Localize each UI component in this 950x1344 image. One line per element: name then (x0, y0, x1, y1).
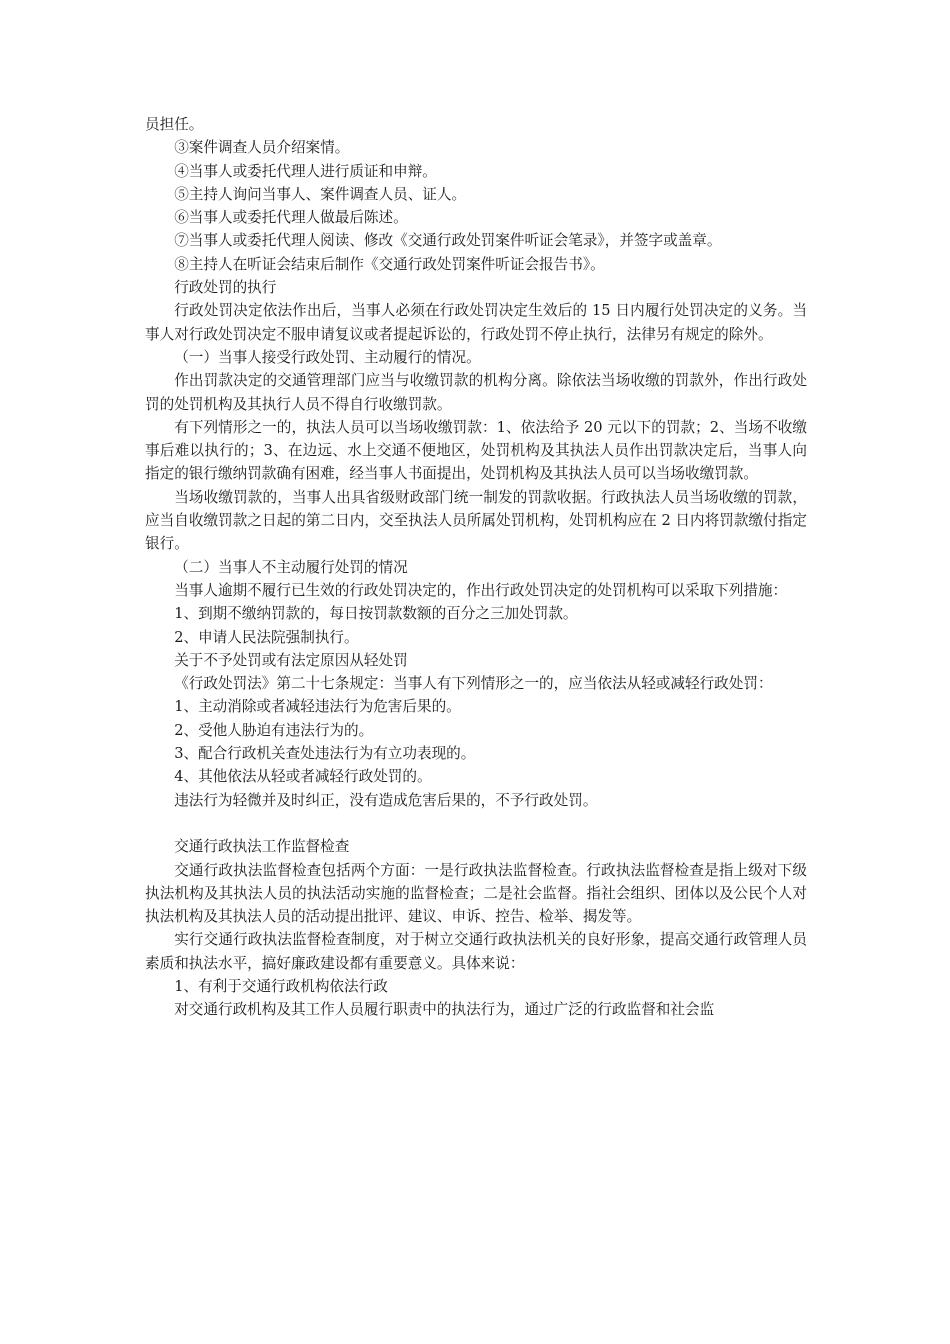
paragraph: 作出罚款决定的交通管理部门应当与收缴罚款的机构分离。除依法当场收缴的罚款外，作出行政处罚的处罚机构及其执行人员不得自行收缴罚款。 (145, 372, 807, 413)
paragraph: 1、有利于交通行政机构依法行政 (174, 977, 388, 995)
paragraph: 关于不予处罚或有法定原因从轻处罚 (174, 651, 408, 669)
document-body (145, 113, 807, 1022)
paragraph: 2、受他人胁迫有违法行为的。 (174, 721, 374, 739)
paragraph: 员担任。 (145, 116, 204, 133)
paragraph: 1、到期不缴纳罚款的，每日按罚款数额的百分之三加处罚款。 (174, 605, 578, 623)
paragraph: ⑤主持人询问当事人、案件调查人员、证人。 (174, 185, 467, 203)
paragraph: 当场收缴罚款的，当事人出具省级财政部门统一制发的罚款收据。行政执法人员当场收缴的罚款，应当自收缴罚款之日起的第二日内，交至执法人员所属处罚机构，处罚机构应在 2 日内将罚款缴付指定银行。 (145, 488, 807, 553)
paragraph: 实行交通行政执法监督检查制度，对于树立交通行政执法机关的良好形象，提高交通行政管理人员素质和执法水平，搞好廉政建设都有重要意义。具体来说： (145, 931, 807, 972)
paragraph: 交通行政执法监督检查包括两个方面：一是行政执法监督检查。行政执法监督检查是指上级对下级执法机构及其执法人员的执法活动实施的监督检查；二是社会监督。指社会组织、团体以及公民个人对执法机构及其执法人员的活动提出批评、建议、申诉、控告、检举、揭发等。 (145, 861, 807, 926)
paragraph: 交通行政执法工作监督检查 (174, 838, 350, 856)
paragraph: （二）当事人不主动履行处罚的情况 (174, 558, 408, 576)
paragraph: 4、其他依法从轻或者减轻行政处罚的。 (174, 768, 432, 786)
paragraph: ⑦当事人或委托代理人阅读、修改《交通行政处罚案件听证会笔录》，并签字或盖章。 (174, 232, 722, 250)
paragraph: 3、配合行政机关查处违法行为有立功表现的。 (174, 745, 476, 763)
paragraph: 行政处罚决定依法作出后，当事人必须在行政处罚决定生效后的 15 日内履行处罚决定的义务。当事人对行政处罚决定不服申请复议或者提起诉讼的，行政处罚不停止执行，法律另有规定的除外。 (145, 302, 807, 343)
paragraph: 《行政处罚法》第二十七条规定：当事人有下列情形之一的，应当依法从轻或减轻行政处罚： (174, 675, 773, 693)
paragraph: 行政处罚的执行 (174, 279, 277, 297)
paragraph: ④当事人或委托代理人进行质证和申辩。 (174, 162, 437, 180)
paragraph: ⑧主持人在听证会结束后制作《交通行政处罚案件听证会报告书》。 (174, 255, 605, 273)
paragraph: ⑥当事人或委托代理人做最后陈述。 (174, 209, 408, 227)
paragraph: ③案件调查人员介绍案情。 (174, 139, 350, 157)
paragraph: （一）当事人接受行政处罚、主动履行的情况。 (174, 348, 481, 366)
paragraph: 1、主动消除或者减轻违法行为危害后果的。 (174, 698, 461, 716)
blank-line (145, 812, 807, 835)
paragraph: 当事人逾期不履行已生效的行政处罚决定的，作出行政处罚决定的处罚机构可以采取下列措施： (174, 581, 788, 599)
paragraph: 违法行为轻微并及时纠正，没有造成危害后果的，不予行政处罚。 (174, 791, 598, 809)
paragraph: 对交通行政机构及其工作人员履行职责中的执法行为，通过广泛的行政监督和社会监 (174, 1001, 715, 1019)
paragraph: 2、申请人民法院强制执行。 (174, 628, 359, 646)
paragraph: 有下列情形之一的，执法人员可以当场收缴罚款：1、依法给予 20 元以下的罚款；2、当场不收缴事后难以执行的；3、在边远、水上交通不便地区，处罚机构及其执法人员作出罚款决定后，当事人向指定的银行缴纳罚款确有困难，经当事人书面提出，处罚机构及其执法人员可以当场收缴罚款。 (145, 418, 807, 483)
